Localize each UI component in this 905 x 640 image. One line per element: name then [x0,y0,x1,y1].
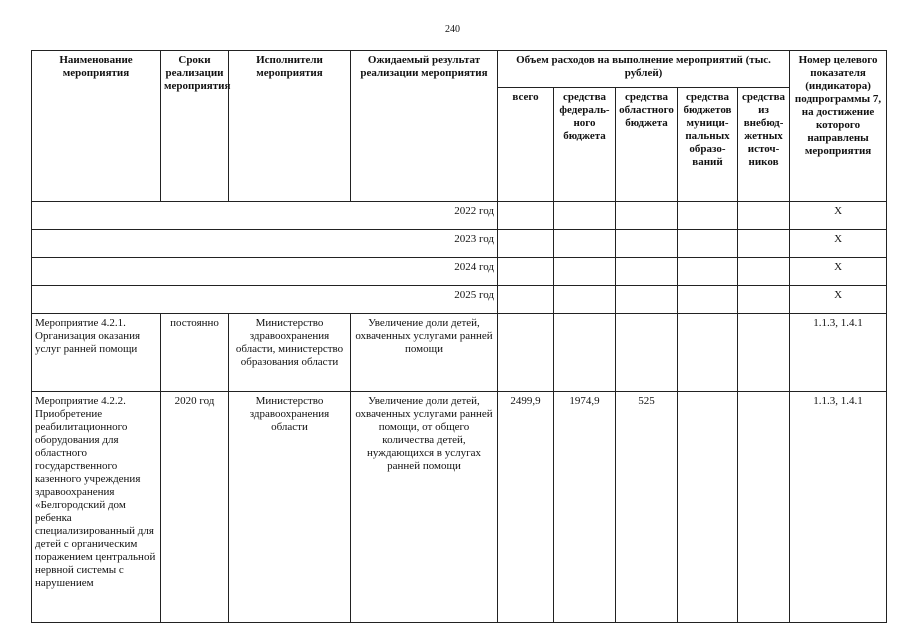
measure-indicator: 1.1.3, 1.4.1 [790,314,887,392]
year-row [32,286,887,314]
header-terms: Сроки реализации мероприятия [161,51,229,202]
header-indicator: Номер целевого показателя (индикатора) подпрограммы 7, на достижение которого направлены мероприятия [790,51,887,202]
header-row [32,51,887,88]
measure-name: Мероприятие 4.2.2. Приобретение реабилитационного оборудования для областного государственного казенного учреждения здравоохранения «Белгородский дом ребенка специализированный для детей с органическим поражением центральной нервной системы с нарушением [32,392,161,623]
year-label: 2023 год [32,230,498,258]
measure-regional: 525 [616,392,678,623]
year-indicator: Х [790,202,887,230]
header-name: Наименование мероприятия [32,51,161,202]
header-federal: средства федераль-ного бюджета [554,88,616,202]
header-extrabudget: средства из внебюд-жетных источ-ников [738,88,790,202]
year-label: 2025 год [32,286,498,314]
table-row [32,392,887,623]
table-row [32,314,887,392]
header-municipal: средства бюджетов муници-пальных образо-ваний [678,88,738,202]
page-number: 240 [445,24,460,35]
measure-extrabudget [738,392,790,623]
year-indicator: Х [790,286,887,314]
header-regional: средства областного бюджета [616,88,678,202]
measure-executors: Министерство здравоохранения области [229,392,351,623]
measure-municipal [678,392,738,623]
measure-federal: 1974,9 [554,392,616,623]
measure-regional [616,314,678,392]
header-expenses: Объем расходов на выполнение мероприятий (тыс. рублей) [498,51,790,88]
measure-total [498,314,554,392]
header-executors: Исполнители мероприятия [229,51,351,202]
measures-table [31,50,887,623]
header-total: всего [498,88,554,202]
year-label: 2022 год [32,202,498,230]
measure-extrabudget [738,314,790,392]
measure-terms: 2020 год [161,392,229,623]
measure-executors: Министерство здравоохранения области, министерство образования области [229,314,351,392]
measure-result: Увеличение доли детей, охваченных услугами ранней помощи [351,314,498,392]
measure-result: Увеличение доли детей, охваченных услугами ранней помощи, от общего количества детей, нуждающихся в услугах ранней помощи [351,392,498,623]
year-indicator: Х [790,258,887,286]
measure-federal [554,314,616,392]
year-indicator: Х [790,230,887,258]
year-row [32,258,887,286]
header-result: Ожидаемый результат реализации мероприятия [351,51,498,202]
year-label: 2024 год [32,258,498,286]
measure-terms: постоянно [161,314,229,392]
measure-total: 2499,9 [498,392,554,623]
measure-name: Мероприятие 4.2.1. Организация оказания услуг ранней помощи [32,314,161,392]
year-row [32,230,887,258]
measure-indicator: 1.1.3, 1.4.1 [790,392,887,623]
measure-municipal [678,314,738,392]
year-row [32,202,887,230]
